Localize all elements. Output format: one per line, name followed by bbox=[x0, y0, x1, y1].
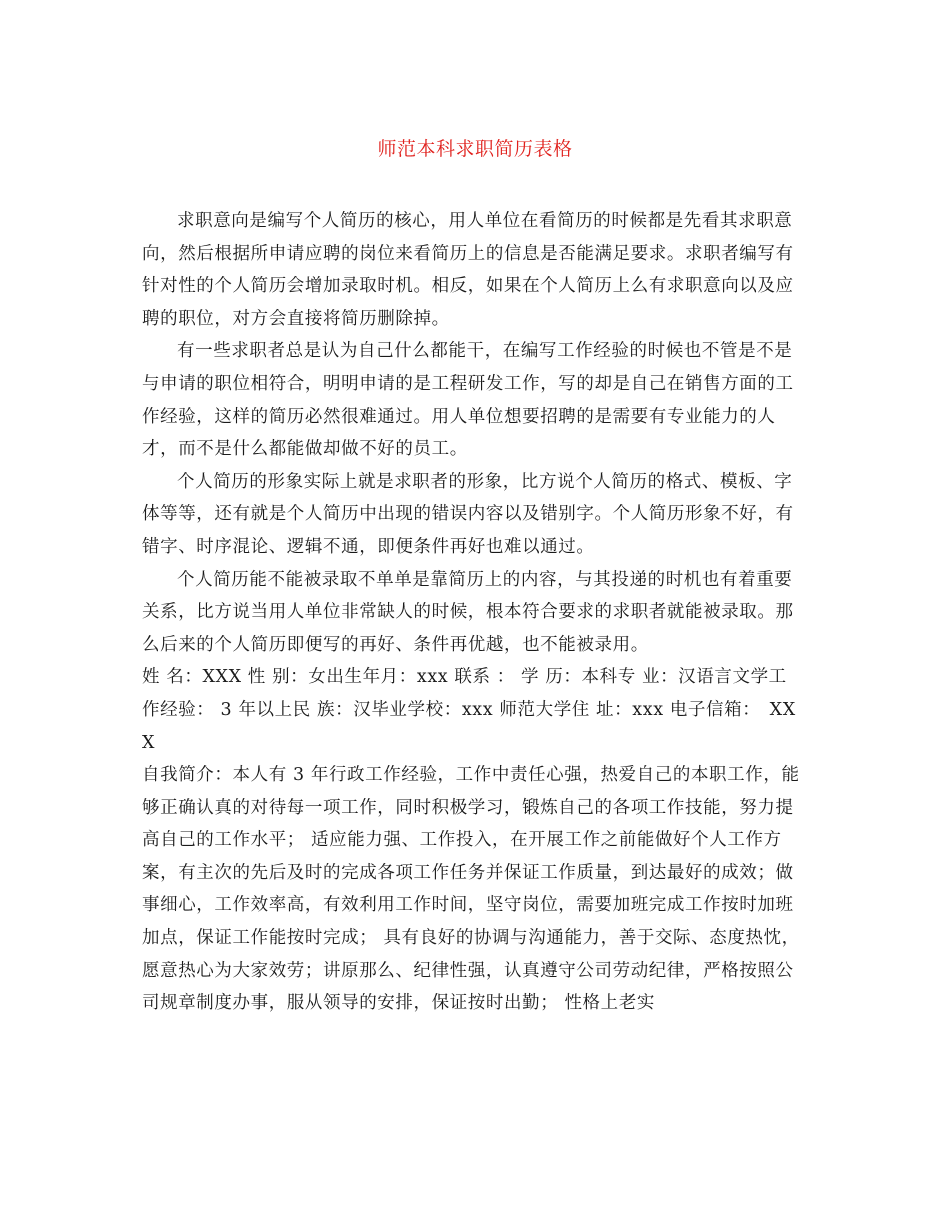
document-body bbox=[142, 205, 804, 1020]
self-introduction: 自我简介：本人有 3 年行政工作经验，工作中责任心强，热爱自己的本职工作，能够正确认真的对待每一项工作，同时积极学习，锻炼自己的各项工作技能，努力提高自己的工作水平； 适应能力强、工作投入，在开展工作之前能做好个人工作方案，有主次的先后及时的完成各项工作任务并保证工作质量，到达最好的成效；做事细心，工作效率高，有效利用工作时间，坚守岗位，需要加班完成工作按时加班加点，保证工作能按时完成； 具有良好的协调与沟通能力，善于交际、态度热忱，愿意热心为大家效劳；讲原那么、纪律性强，认真遵守公司劳动纪律，严格按照公司规章制度办事，服从领导的安排，保证按时出勤； 性格上老实 bbox=[142, 765, 800, 1014]
personal-info-line: 姓 名：XXX 性 别：女出生年月：xxx 联系 ： 学 历：本科专 业：汉语言文学工作经验： 3 年以上民 族：汉毕业学校：xxx 师范大学住 址：xxx 电子信箱： XXX bbox=[142, 667, 796, 753]
document-title: 师范本科求职简历表格 bbox=[377, 138, 573, 160]
paragraph-timing: 个人简历能不能被录取不单单是靠简历上的内容，与其投递的时机也有着重要关系，比方说当用人单位非常缺人的时候，根本符合要求的求职者就能被录取。那么后来的个人简历即便写的再好、条件再优越，也不能被录用。 bbox=[142, 569, 794, 655]
paragraph-resume-image: 个人简历的形象实际上就是求职者的形象，比方说个人简历的格式、模板、字体等等，还有就是个人简历中出现的错误内容以及错别字。个人简历形象不好，有错字、时序混论、逻辑不通，即便条件再好也难以通过。 bbox=[142, 471, 794, 557]
paragraph-job-intention: 求职意向是编写个人简历的核心，用人单位在看简历的时候都是先看其求职意向，然后根据所申请应聘的岗位来看简历上的信息是否能满足要求。求职者编写有针对性的个人简历会增加录取时机。相反，如果在个人简历上么有求职意向以及应聘的职位，对方会直接将简历删除掉。 bbox=[142, 211, 794, 329]
paragraph-work-experience: 有一些求职者总是认为自己什么都能干，在编写工作经验的时候也不管是不是与申请的职位相符合，明明申请的是工程研发工作，写的却是自己在销售方面的工作经验，这样的简历必然很难通过。用人单位想要招聘的是需要有专业能力的人才，而不是什么都能做却做不好的员工。 bbox=[142, 341, 794, 460]
